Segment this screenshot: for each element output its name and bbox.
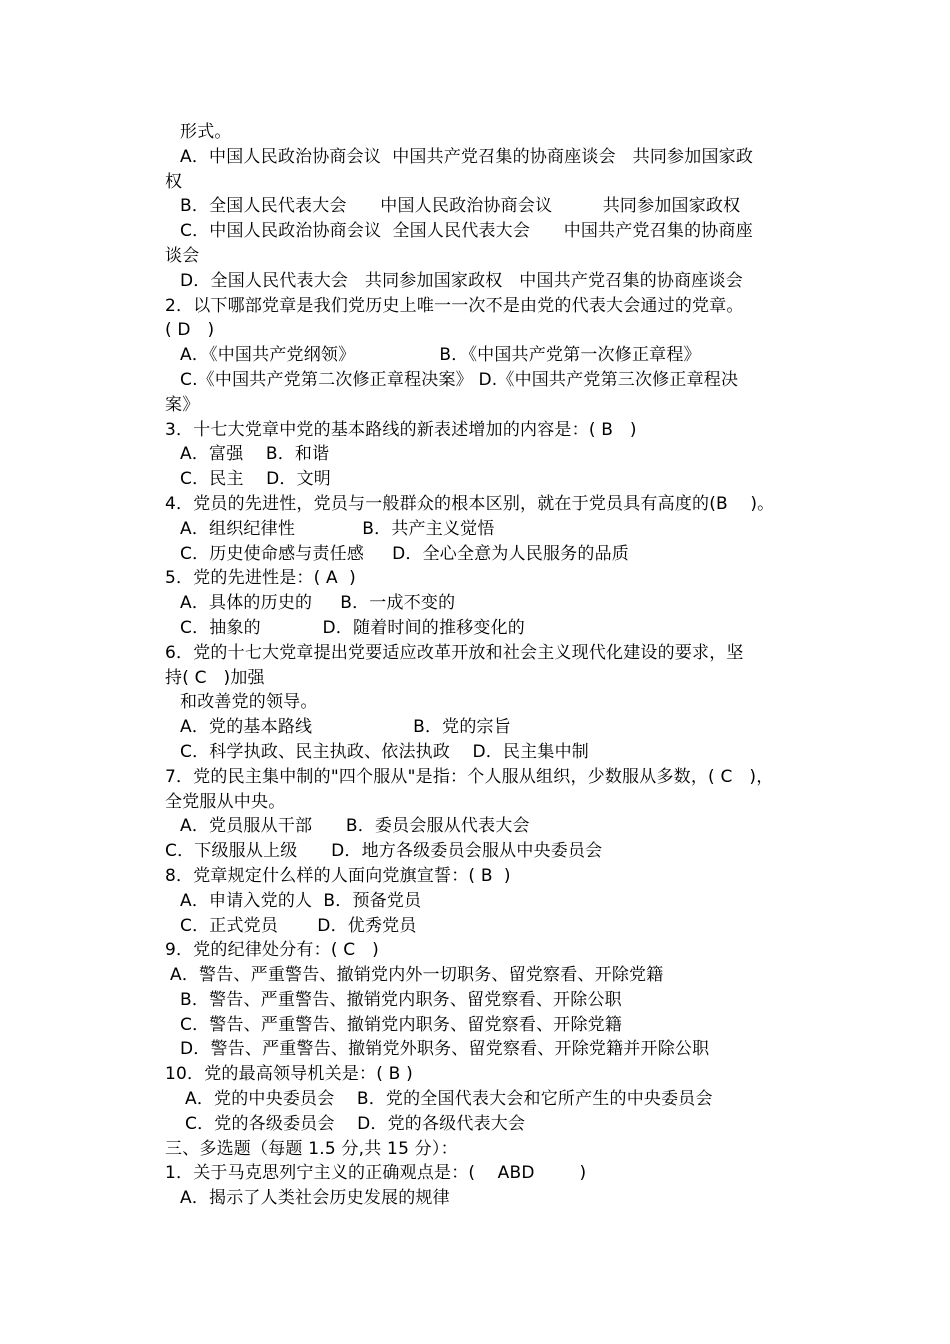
text-line: ( D ) bbox=[165, 320, 215, 341]
text-line: 7．党的民主集中制的"四个服从"是指：个人服从组织，少数服从多数，( C )， bbox=[165, 766, 774, 787]
text-line: C．警告、严重警告、撤销党内职务、留党察看、开除党籍 bbox=[180, 1014, 623, 1035]
text-line: A．富强 B．和谐 bbox=[180, 444, 330, 465]
text-line: A．申请入党的人 B．预备党员 bbox=[180, 890, 422, 911]
text-line: D．警告、严重警告、撤销党外职务、留党察看、开除党籍并开除公职 bbox=[180, 1039, 710, 1060]
text-line: 8．党章规定什么样的人面向党旗宣誓：( B ) bbox=[165, 865, 511, 886]
text-line: A．揭示了人类社会历史发展的规律 bbox=[180, 1188, 450, 1209]
text-line: A．具体的历史的 B．一成不变的 bbox=[180, 593, 456, 614]
text-line: 案》 bbox=[165, 394, 200, 415]
text-line: D．全国人民代表大会 共同参加国家政权 中国共产党召集的协商座谈会 bbox=[180, 270, 743, 291]
text-line: 9．党的纪律处分有：( C ) bbox=[165, 940, 379, 961]
text-line: 1．关于马克思列宁主义的正确观点是：( ABD ) bbox=[165, 1163, 587, 1184]
text-line: A．组织纪律性 B．共产主义觉悟 bbox=[180, 518, 495, 539]
text-line: 5．党的先进性是：( A ) bbox=[165, 568, 356, 589]
exam-text-body bbox=[165, 120, 820, 1211]
text-line: A．党的基本路线 B．党的宗旨 bbox=[180, 717, 511, 738]
text-line: 2．以下哪部党章是我们党历史上唯一一次不是由党的代表大会通过的党章。 bbox=[165, 295, 744, 316]
text-line: 4．党员的先进性，党员与一般群众的根本区别，就在于党员具有高度的(B )。 bbox=[165, 493, 775, 514]
text-line: A．《中国共产党纲领》 B．《中国共产党第一次修正章程》 bbox=[180, 345, 701, 366]
text-line: C．历史使命感与责任感 D．全心全意为人民服务的品质 bbox=[180, 543, 629, 564]
text-line: C．科学执政、民主执政、依法执政 D．民主集中制 bbox=[180, 741, 589, 762]
text-line: 三、多选题（每题 1.5 分,共 15 分）： bbox=[165, 1138, 458, 1159]
text-line: B．全国人民代表大会 中国人民政治协商会议 共同参加国家政权 bbox=[180, 196, 741, 217]
text-line: 6．党的十七大党章提出党要适应改革开放和社会主义现代化建设的要求，坚 bbox=[165, 642, 744, 663]
text-line: A．党的中央委员会 B．党的全国代表大会和它所产生的中央委员会 bbox=[185, 1089, 713, 1110]
text-line: 形式。 bbox=[180, 122, 232, 142]
text-line: 10．党的最高领导机关是：( B ) bbox=[165, 1064, 413, 1085]
text-line: C．民主 D．文明 bbox=[180, 469, 331, 490]
text-line: 持( C )加强 bbox=[165, 667, 265, 688]
text-line: A．党员服从干部 B．委员会服从代表大会 bbox=[180, 816, 530, 837]
text-line: 全党服从中央。 bbox=[165, 791, 286, 812]
text-line: B．警告、严重警告、撤销党内职务、留党察看、开除公职 bbox=[180, 989, 622, 1010]
text-line: A．中国人民政治协商会议 中国共产党召集的协商座谈会 共同参加国家政 bbox=[180, 146, 754, 167]
text-line: 和改善党的领导。 bbox=[180, 692, 318, 713]
text-line: 谈会 bbox=[165, 245, 200, 266]
text-line: 3．十七大党章中党的基本路线的新表述增加的内容是：( B ) bbox=[165, 419, 637, 440]
text-line: C．党的各级委员会 D．党的各级代表大会 bbox=[185, 1113, 526, 1134]
text-line: C．下级服从上级 D．地方各级委员会服从中央委员会 bbox=[165, 841, 603, 862]
text-line: C．中国人民政治协商会议 全国人民代表大会 中国共产党召集的协商座 bbox=[180, 221, 753, 242]
text-line: C．正式党员 D．优秀党员 bbox=[180, 915, 417, 936]
text-line: 权 bbox=[165, 171, 183, 192]
text-line: C.《中国共产党第二次修正章程决案》 D.《中国共产党第三次修正章程决 bbox=[180, 369, 739, 390]
text-line: C．抽象的 D．随着时间的推移变化的 bbox=[180, 617, 526, 638]
text-line: A．警告、严重警告、撤销党内外一切职务、留党察看、开除党籍 bbox=[170, 965, 664, 986]
